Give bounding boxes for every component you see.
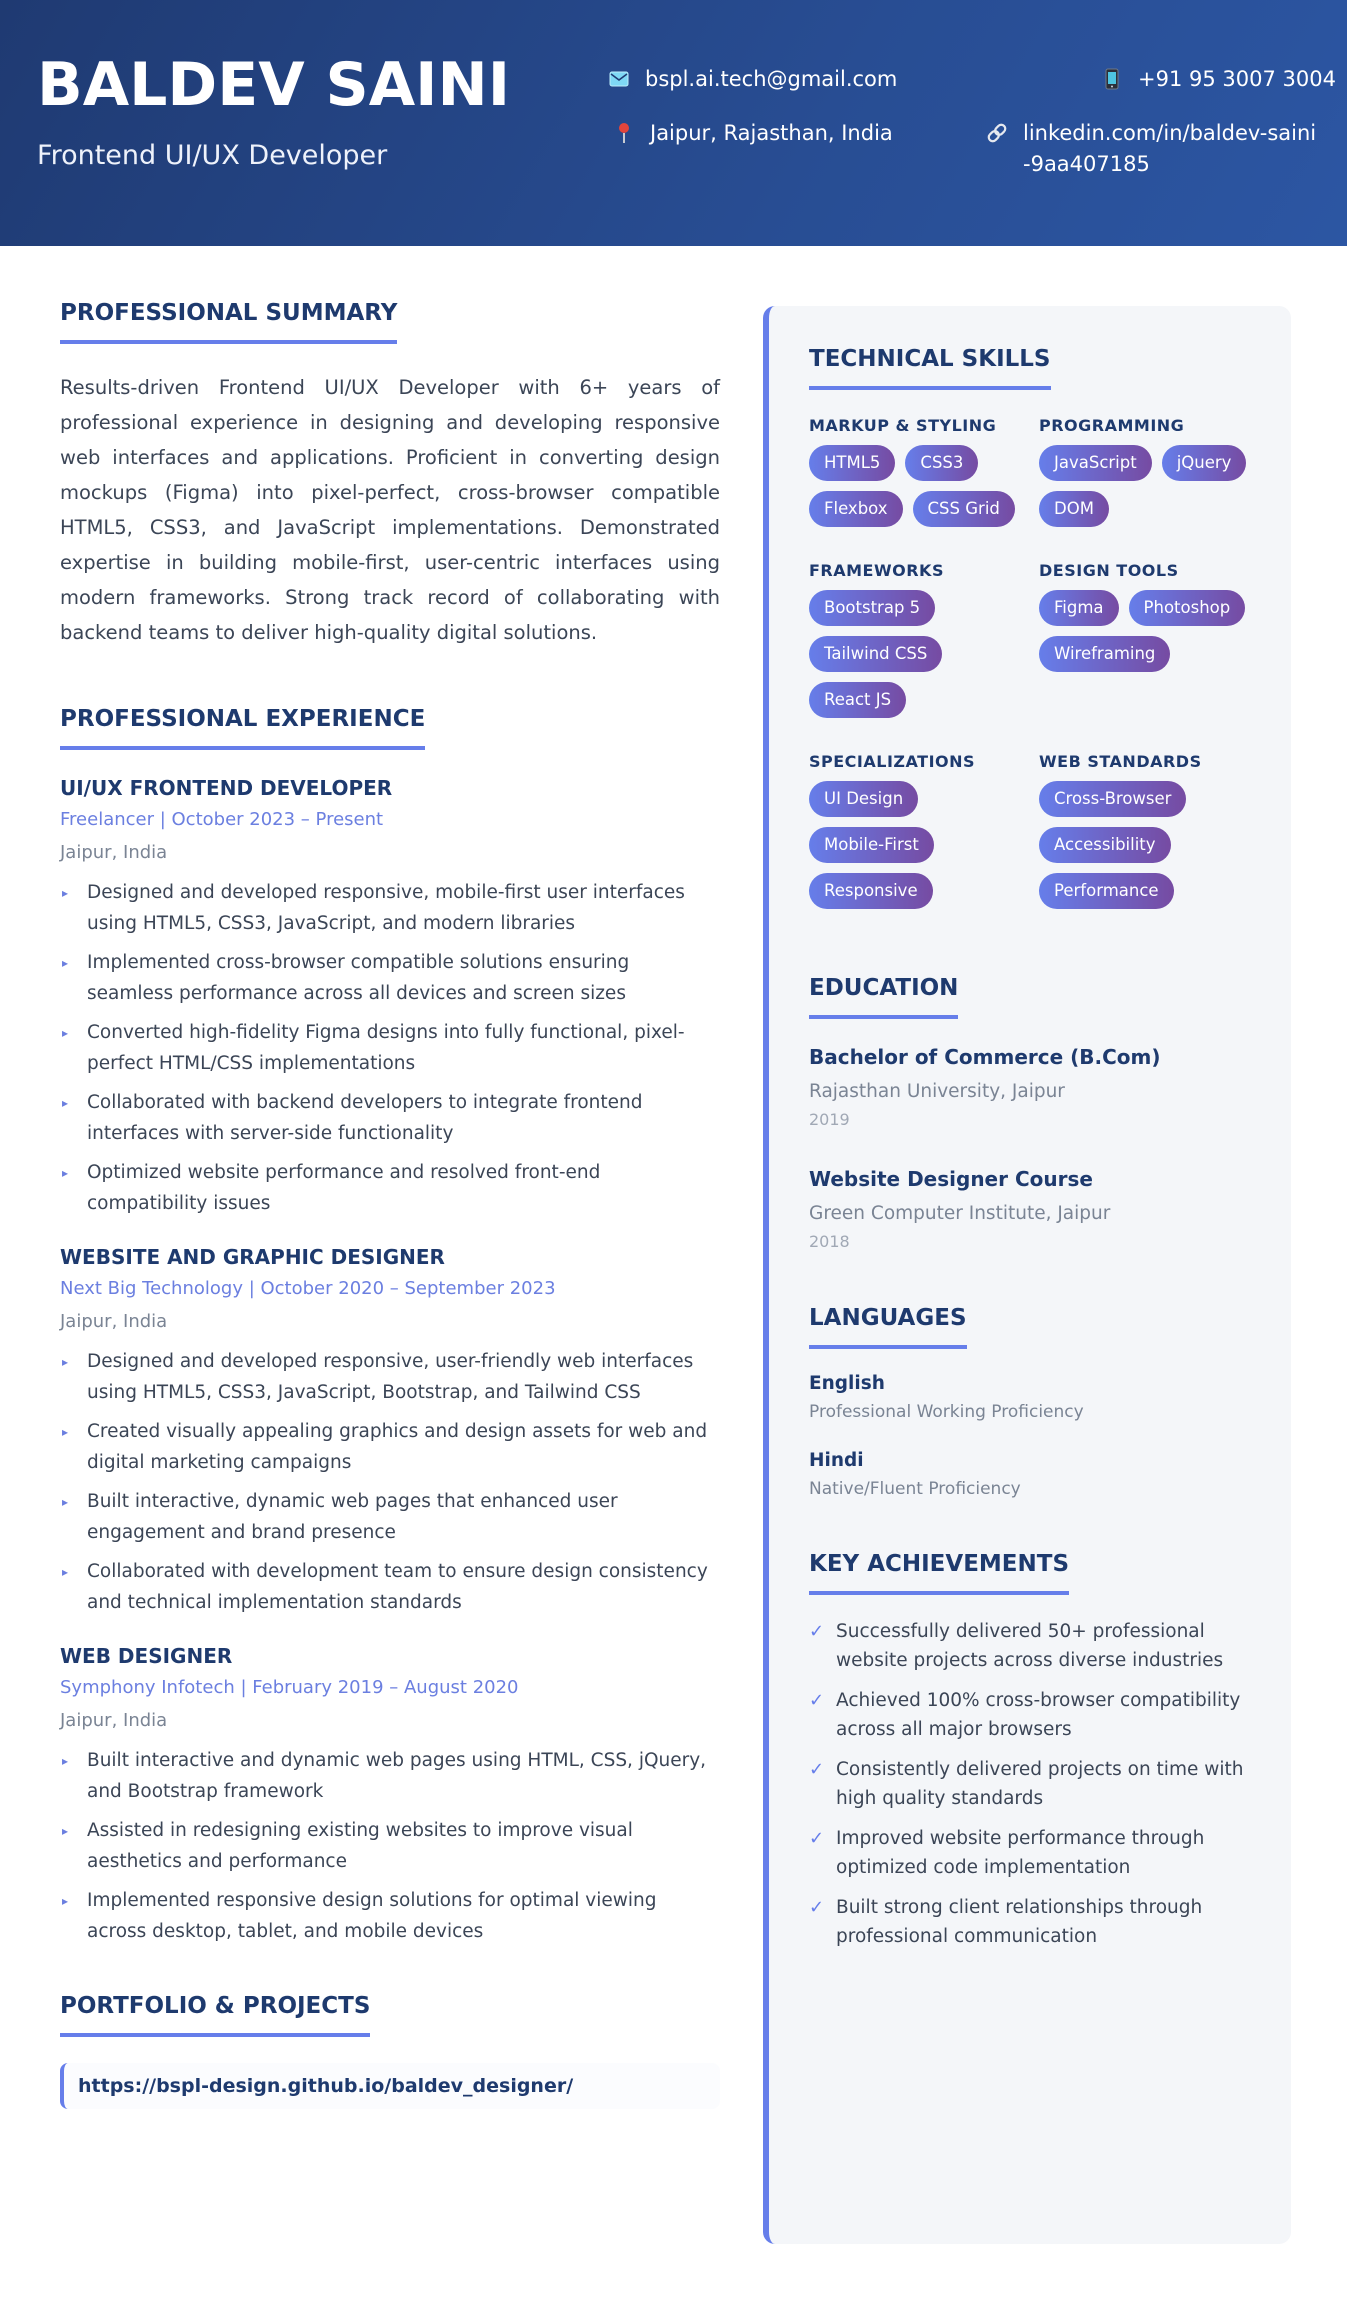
skill-group-label: PROGRAMMING	[1039, 416, 1185, 435]
job-bullet	[60, 1486, 720, 1548]
skill-chip: Accessibility	[1039, 827, 1171, 863]
skill-group-label: SPECIALIZATIONS	[809, 752, 976, 771]
bullet-arrow-icon: ▸	[62, 1565, 69, 1579]
summary-title: PROFESSIONAL SUMMARY	[60, 300, 397, 344]
education-entry	[809, 1167, 1259, 1251]
job-bullet-text: Built interactive, dynamic web pages that enhanced user engagement and brand presence	[87, 1491, 618, 1543]
bullet-arrow-icon: ▸	[62, 1355, 69, 1369]
language-name: Hindi	[809, 1450, 864, 1471]
job-bullets	[60, 877, 720, 1219]
job-bullet-text: Designed and developed responsive, mobile-first user interfaces using HTML5, CSS3, JavaScript, and modern libraries	[87, 882, 685, 934]
skill-group	[809, 561, 1039, 718]
job-bullet	[60, 1745, 720, 1807]
job-bullet	[60, 1556, 720, 1618]
job-bullet	[60, 1157, 720, 1219]
job-bullet-text: Built interactive and dynamic web pages using HTML, CSS, jQuery, and Bootstrap framework	[87, 1750, 707, 1802]
job-company: Symphony Infotech | February 2019 – August 2020	[60, 1677, 519, 1698]
skill-chip: UI Design	[809, 781, 918, 817]
languages-title: LANGUAGES	[809, 1305, 967, 1349]
skill-chip: CSS3	[905, 445, 978, 481]
education-year: 2018	[809, 1232, 850, 1251]
job-bullet	[60, 1815, 720, 1877]
job-bullet	[60, 1885, 720, 1947]
education-title: EDUCATION	[809, 975, 958, 1019]
skill-group-label: MARKUP & STYLING	[809, 416, 997, 435]
skill-chip: Bootstrap 5	[809, 590, 935, 626]
job-location: Jaipur, India	[60, 842, 168, 863]
education-list	[809, 1045, 1259, 1251]
skill-chip: React JS	[809, 682, 906, 718]
job-bullet-text: Optimized website performance and resolved front-end compatibility issues	[87, 1162, 601, 1214]
achievement-item	[809, 1755, 1259, 1813]
job-bullet-text: Designed and developed responsive, user-friendly web interfaces using HTML5, CSS3, JavaScript, Bootstrap, and Tailwind CSS	[87, 1351, 694, 1403]
job-bullet	[60, 1346, 720, 1408]
bullet-arrow-icon: ▸	[62, 1894, 69, 1908]
skill-chips	[1039, 445, 1259, 527]
education-entry	[809, 1045, 1259, 1129]
skill-chips	[1039, 590, 1259, 672]
job-bullet	[60, 1087, 720, 1149]
checkmark-icon: ✓	[809, 1759, 825, 1780]
bullet-arrow-icon: ▸	[62, 1824, 69, 1838]
skill-chip: CSS Grid	[913, 491, 1015, 527]
bullet-arrow-icon: ▸	[62, 886, 69, 900]
skill-chip: Tailwind CSS	[809, 636, 942, 672]
skill-chip: jQuery	[1162, 445, 1247, 481]
portfolio-title: PORTFOLIO & PROJECTS	[60, 1993, 370, 2037]
resume-header	[0, 0, 1347, 246]
job-location: Jaipur, India	[60, 1311, 168, 1332]
job-bullets	[60, 1346, 720, 1618]
contact-location-text: Jaipur, Rajasthan, India	[650, 121, 893, 145]
achievement-text: Improved website performance through optimized code implementation	[836, 1828, 1205, 1878]
skill-chip: Performance	[1039, 873, 1174, 909]
contact-linkedin[interactable]	[985, 118, 1330, 180]
job-bullet-text: Created visually appealing graphics and design assets for web and digital marketing campaigns	[87, 1421, 708, 1473]
achievements-section	[809, 1551, 1259, 1951]
education-institution: Green Computer Institute, Jaipur	[809, 1203, 1111, 1224]
job-location: Jaipur, India	[60, 1710, 168, 1731]
job-entry	[60, 776, 720, 1219]
skill-chip: Wireframing	[1039, 636, 1170, 672]
skill-group-label: WEB STANDARDS	[1039, 752, 1202, 771]
bullet-arrow-icon: ▸	[62, 1096, 69, 1110]
experience-section	[60, 706, 720, 1947]
skill-group	[1039, 561, 1259, 718]
job-company: Next Big Technology | October 2020 – September 2023	[60, 1278, 556, 1299]
skill-chip: Cross-Browser	[1039, 781, 1186, 817]
achievement-item	[809, 1617, 1259, 1675]
achievement-text: Achieved 100% cross-browser compatibility across all major browsers	[836, 1690, 1241, 1740]
jobs-list	[60, 776, 720, 1947]
education-section	[809, 975, 1259, 1251]
contact-phone-text: +91 95 3007 3004	[1138, 67, 1336, 91]
education-year: 2019	[809, 1110, 850, 1129]
checkmark-icon: ✓	[809, 1897, 825, 1918]
contact-email-text: bspl.ai.tech@gmail.com	[645, 67, 898, 91]
portfolio-link[interactable]: https://bspl-design.github.io/baldev_designer/	[60, 2063, 720, 2109]
job-bullet	[60, 877, 720, 939]
skill-group	[809, 416, 1039, 527]
languages-list	[809, 1373, 1259, 1499]
skill-group	[1039, 752, 1259, 909]
contact-linkedin-text: linkedin.com/in/baldev-saini-9aa407185	[1023, 121, 1317, 176]
job-bullet	[60, 947, 720, 1009]
job-entry	[60, 1644, 720, 1947]
achievement-text: Successfully delivered 50+ professional website projects across diverse industries	[836, 1621, 1224, 1671]
skill-chip: HTML5	[809, 445, 895, 481]
skill-group-label: DESIGN TOOLS	[1039, 561, 1179, 580]
skill-group-label: FRAMEWORKS	[809, 561, 944, 580]
achievement-item	[809, 1824, 1259, 1882]
skills-title: TECHNICAL SKILLS	[809, 346, 1051, 390]
contact-location	[612, 118, 893, 149]
skills-section	[809, 346, 1259, 909]
skill-group	[1039, 416, 1259, 527]
language-level: Professional Working Proficiency	[809, 1402, 1084, 1422]
job-title: UI/UX FRONTEND DEVELOPER	[60, 776, 393, 800]
bullet-arrow-icon: ▸	[62, 956, 69, 970]
job-bullet	[60, 1416, 720, 1478]
language-entry	[809, 1373, 1259, 1422]
skill-chip: Mobile-First	[809, 827, 934, 863]
bullet-arrow-icon: ▸	[62, 1425, 69, 1439]
skill-chips	[809, 445, 1039, 527]
contact-phone[interactable]	[1100, 64, 1336, 95]
job-bullet-text: Implemented responsive design solutions for optimal viewing across desktop, tablet, and mobile devices	[87, 1890, 657, 1942]
skill-chip: Figma	[1039, 590, 1119, 626]
achievement-item	[809, 1686, 1259, 1744]
education-institution: Rajasthan University, Jaipur	[809, 1081, 1065, 1102]
sidebar-inner	[809, 346, 1259, 1962]
checkmark-icon: ✓	[809, 1621, 825, 1642]
achievement-item	[809, 1893, 1259, 1951]
languages-section	[809, 1305, 1259, 1499]
skill-chips	[1039, 781, 1259, 909]
achievements-list	[809, 1617, 1259, 1951]
skills-grid	[809, 416, 1259, 909]
job-title: WEB DESIGNER	[60, 1644, 233, 1668]
education-degree: Bachelor of Commerce (B.Com)	[809, 1045, 1161, 1069]
skill-chip: Flexbox	[809, 491, 903, 527]
skill-group	[809, 752, 1039, 909]
job-bullet-text: Collaborated with backend developers to integrate frontend interfaces with server-side functionality	[87, 1092, 643, 1144]
bullet-arrow-icon: ▸	[62, 1166, 69, 1180]
candidate-role: Frontend UI/UX Developer	[37, 140, 388, 171]
left-column	[60, 300, 720, 2109]
contact-email[interactable]	[607, 64, 897, 95]
summary-section	[60, 300, 720, 650]
mobile-phone-icon	[1100, 67, 1124, 91]
bullet-arrow-icon: ▸	[62, 1495, 69, 1509]
job-bullet	[60, 1017, 720, 1079]
education-degree: Website Designer Course	[809, 1167, 1093, 1191]
envelope-icon	[607, 67, 631, 91]
job-bullet-text: Implemented cross-browser compatible solutions ensuring seamless performance across all devices and screen sizes	[87, 952, 630, 1004]
achievements-title: KEY ACHIEVEMENTS	[809, 1551, 1069, 1595]
experience-title: PROFESSIONAL EXPERIENCE	[60, 706, 425, 750]
checkmark-icon: ✓	[809, 1690, 825, 1711]
job-title: WEBSITE AND GRAPHIC DESIGNER	[60, 1245, 445, 1269]
job-company: Freelancer | October 2023 – Present	[60, 809, 384, 830]
bullet-arrow-icon: ▸	[62, 1026, 69, 1040]
portfolio-section	[60, 1993, 720, 2109]
language-name: English	[809, 1373, 885, 1394]
map-pin-icon	[612, 121, 636, 145]
language-entry	[809, 1450, 1259, 1499]
job-bullets	[60, 1745, 720, 1947]
skill-chips	[809, 781, 1039, 909]
skill-chip: Responsive	[809, 873, 933, 909]
job-bullet-text: Assisted in redesigning existing websites to improve visual aesthetics and performance	[87, 1820, 633, 1872]
skill-chip: Photoshop	[1129, 590, 1246, 626]
bullet-arrow-icon: ▸	[62, 1754, 69, 1768]
checkmark-icon: ✓	[809, 1828, 825, 1849]
skill-chip: DOM	[1039, 491, 1109, 527]
link-icon	[985, 121, 1009, 145]
skill-chips	[809, 590, 1039, 718]
job-bullet-text: Converted high-fidelity Figma designs into fully functional, pixel-perfect HTML/CSS implementations	[87, 1022, 685, 1074]
summary-text: Results-driven Frontend UI/UX Developer with 6+ years of professional experience in designing and developing responsive web interfaces and applications. Proficient in converting design mockups (Figma) into pixel-perfect, cross-browser compatible HTML5, CSS3, and JavaScript implementations. Demonstrated expertise in building mobile-first, user-centric interfaces using modern frameworks. Strong track record of collaborating with backend teams to deliver high-quality digital solutions.	[60, 376, 720, 644]
skill-chip: JavaScript	[1039, 445, 1152, 481]
job-entry	[60, 1245, 720, 1618]
job-bullet-text: Collaborated with development team to ensure design consistency and technical implementation standards	[87, 1561, 708, 1613]
language-level: Native/Fluent Proficiency	[809, 1479, 1021, 1499]
candidate-name: BALDEV SAINI	[37, 50, 511, 120]
sidebar	[763, 306, 1291, 2244]
achievement-text: Built strong client relationships through professional communication	[836, 1897, 1203, 1947]
achievement-text: Consistently delivered projects on time with high quality standards	[836, 1759, 1244, 1809]
